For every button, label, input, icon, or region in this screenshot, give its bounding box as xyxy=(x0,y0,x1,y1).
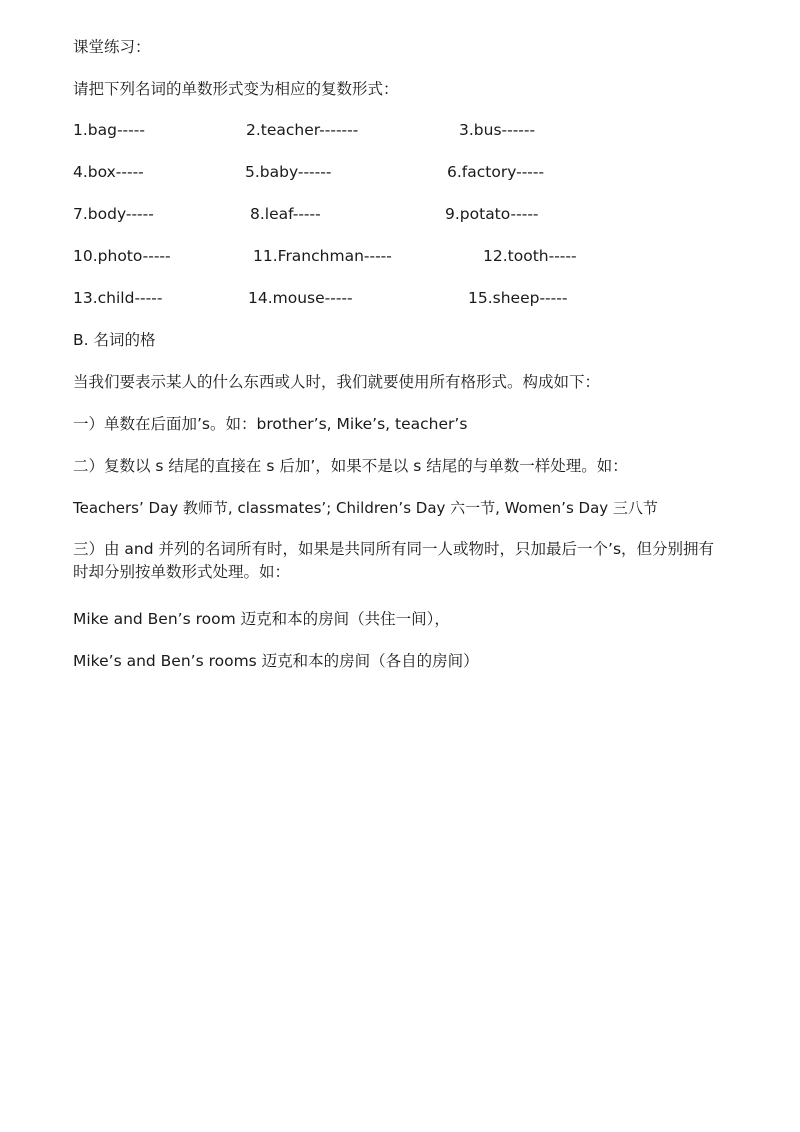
example-1: Mike and Ben’s room 迈克和本的房间（共住一间）， xyxy=(73,610,450,628)
rule-3: 三）由 and 并列的名词所有时，如果是共同所有同一人或物时，只加最后一个’s，但分别拥有时却分别按单数形式处理。如： xyxy=(73,540,715,581)
exercise-item: 4.box----- xyxy=(73,163,144,181)
example-2: Mike’s and Ben’s rooms 迈克和本的房间（各自的房间） xyxy=(73,652,479,670)
rule-1: 一）单数在后面加’s。如：brother’s, Mike’s, teacher’s xyxy=(73,415,468,433)
rule-2: 二）复数以 s 结尾的直接在 s 后加’，如果不是以 s 结尾的与单数一样处理。如： xyxy=(73,457,628,475)
section-b-title: B. 名词的格 xyxy=(73,331,156,349)
exercise-item: 2.teacher------- xyxy=(246,121,359,139)
exercise-item: 5.baby------ xyxy=(245,163,332,181)
exercise-item: 9.potato----- xyxy=(445,205,539,223)
exercise-item: 12.tooth----- xyxy=(483,247,577,265)
section-b-intro: 当我们要表示某人的什么东西或人时，我们就要使用所有格形式。构成如下： xyxy=(73,373,601,391)
rule-2-example: Teachers’ Day 教师节, classmates’; Children’s Day 六一节, Women’s Day 三八节 xyxy=(73,499,658,517)
exercise-item: 14.mouse----- xyxy=(248,289,353,307)
instruction: 请把下列名词的单数形式变为相应的复数形式： xyxy=(73,80,399,98)
exercise-item: 15.sheep----- xyxy=(468,289,568,307)
exercise-item: 11.Franchman----- xyxy=(253,247,392,265)
heading: 课堂练习： xyxy=(73,38,151,56)
exercise-item: 10.photo----- xyxy=(73,247,171,265)
exercise-item: 6.factory----- xyxy=(447,163,545,181)
exercise-item: 1.bag----- xyxy=(73,121,145,139)
exercise-item: 3.bus------ xyxy=(459,121,536,139)
exercise-item: 7.body----- xyxy=(73,205,154,223)
exercise-item: 8.leaf----- xyxy=(250,205,321,223)
exercise-item: 13.child----- xyxy=(73,289,163,307)
